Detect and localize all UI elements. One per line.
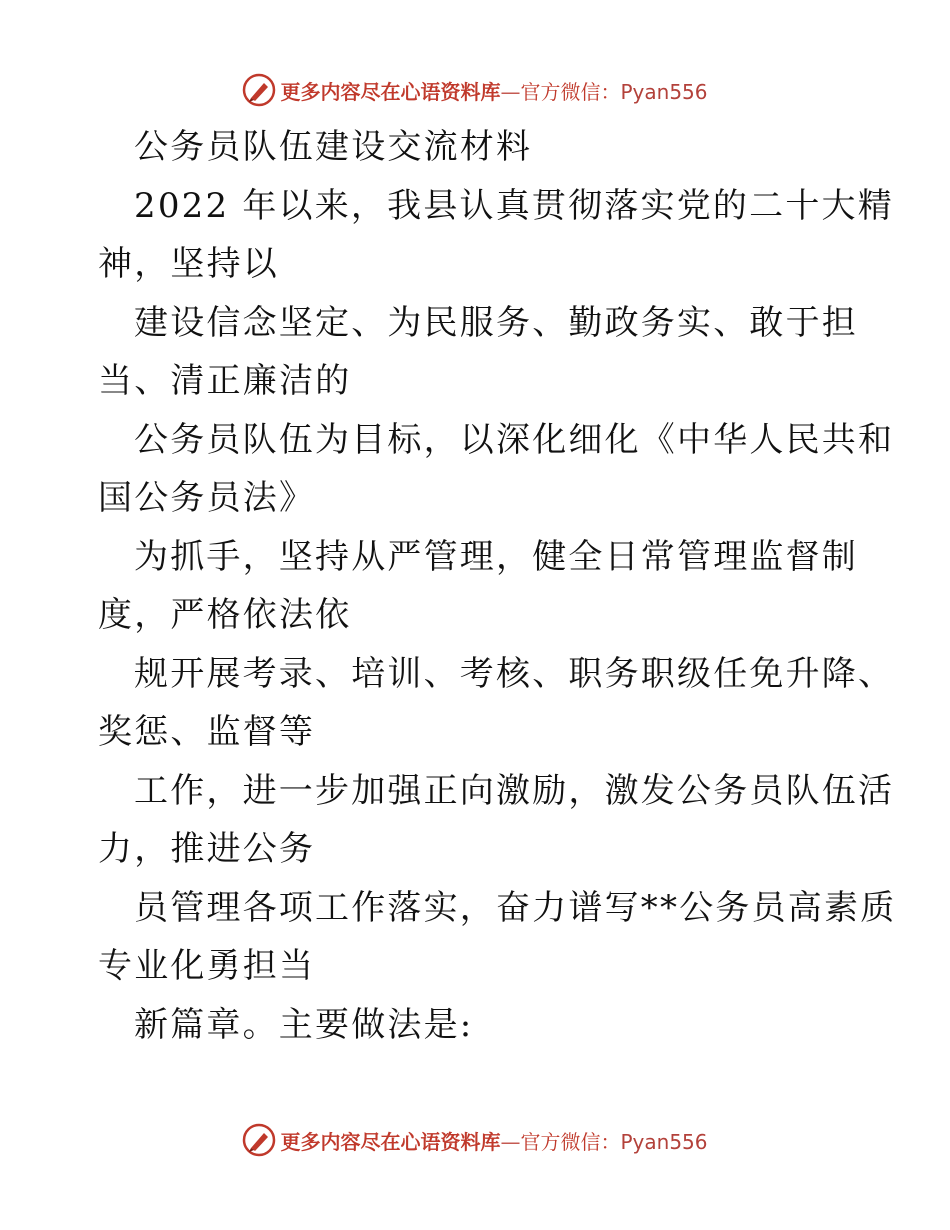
- document-line: 专业化勇担当: [98, 946, 316, 986]
- document-line: 员管理各项工作落实，奋力谱写**公务员高素质: [134, 887, 897, 928]
- watermark-banner-top: [0, 70, 950, 110]
- document-line: 工作，进一步加强正向激励，激发公务员队伍活: [134, 770, 895, 811]
- document-line: 公务员队伍为目标，以深化细化《中华人民共和: [134, 419, 895, 460]
- document-line: 奖惩、监督等: [98, 712, 316, 752]
- document-line: 神，坚持以: [98, 244, 279, 284]
- watermark-wechat-label: 官方微信：: [520, 79, 621, 104]
- document-body: [98, 118, 897, 1054]
- document-line: 公务员队伍建设交流材料: [134, 127, 533, 167]
- pen-logo-icon: [242, 73, 276, 107]
- document-line: 为抓手，坚持从严管理，健全日常管理监督制: [134, 536, 858, 577]
- pen-logo-icon: [242, 1123, 276, 1157]
- watermark-banner-bottom: [0, 1120, 950, 1160]
- watermark-wechat-label: 官方微信：: [520, 1129, 621, 1154]
- watermark-separator: —: [500, 79, 521, 104]
- document-line: 当、清正廉洁的: [98, 361, 352, 401]
- watermark-wechat-id: Pyan556: [620, 1129, 708, 1154]
- document-line: 国公务员法》: [98, 478, 316, 518]
- document-line: 规开展考录、培训、考核、职务职级任免升降、: [134, 653, 895, 694]
- document-line: 度，严格依法依: [98, 595, 352, 635]
- document-line: 建设信念坚定、为民服务、勤政务实、敢于担: [134, 302, 858, 343]
- document-line: 2022 年以来，我县认真贯彻落实党的二十大精: [134, 185, 894, 226]
- watermark-separator: —: [500, 1129, 521, 1154]
- watermark-text: [280, 1126, 707, 1155]
- watermark-text: [280, 76, 707, 105]
- document-line: 力，推进公务: [98, 829, 316, 869]
- watermark-wechat-id: Pyan556: [620, 79, 708, 104]
- watermark-brand: 更多内容尽在心语资料库: [280, 79, 501, 104]
- watermark-brand: 更多内容尽在心语资料库: [280, 1129, 501, 1154]
- document-line: 新篇章。主要做法是:: [134, 1004, 474, 1045]
